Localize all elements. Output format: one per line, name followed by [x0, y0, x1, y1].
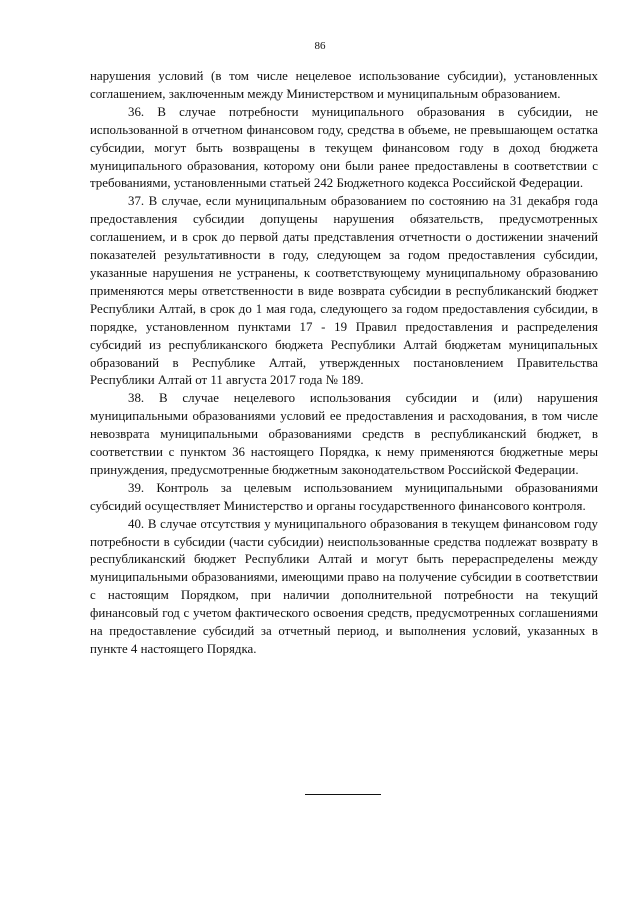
paragraph-38: 38. В случае нецелевого использования субсидии и (или) нарушения муниципальными образованиями условий ее предоставления и расходования, в том числе невозврата муниципальными образованиями средств в республиканский бюджет, в соответствии с пунктом 36 настоящего Порядка, к нему применяются бюджетные меры принуждения, предусмотренные бюджетным законодательством Российской Федерации.	[90, 391, 598, 477]
paragraph-37: 37. В случае, если муниципальным образованием по состоянию на 31 декабря года предоставления субсидии допущены нарушения обязательств, предусмотренных соглашением, и в срок до первой даты представления отчетности о достижении значений показателей результативности в году, следующем за годом предоставления субсидии, указанные нарушения не устранены, к соответствующему муниципальному образованию применяются меры ответственности в виде возврата субсидии в республиканский бюджет Республики Алтай, в срок до 1 мая года, следующего за годом предоставления субсидии, в порядке, установленном пунктами 17 - 19 Правил предоставления и распределения субсидий из республиканского бюджета Республики Алтай бюджетам муниципальных образований в Республике Алтай, утвержденных постановлением Правительства Республики Алтай от 11 августа 2017 года № 189.	[90, 194, 598, 388]
paragraph-36: 36. В случае потребности муниципального образования в субсидии, не использованной в отчетном финансовом году, средства в объеме, не превышающем остатка субсидии, могут быть возвращены в текущем финансовом году в доход бюджета муниципального образования, которому они были ранее предоставлены в соответствии с требованиями, установленными статьей 242 Бюджетного кодекса Российской Федерации.	[90, 104, 598, 191]
end-of-text-rule	[305, 794, 381, 795]
paragraph-continuation: нарушения условий (в том числе нецелевое использование субсидии), установленных соглашением, заключенным между Министерством и муниципальным образованием.	[90, 69, 598, 101]
paragraph-40: 40. В случае отсутствия у муниципального образования в текущем финансовом году потребности в субсидии (части субсидии) неиспользованные средства подлежат возврату в республиканский бюджет Республики Алтай и могут быть перераспределены между муниципальными образованиями, имеющими право на получение субсидии в соответствии с настоящим Порядком, при наличии дополнительной потребности на текущий финансовый год с учетом фактического освоения средств, предусмотренных соглашениями на предоставление субсидий за отчетный период, и выполнения условий, указанных в пункте 4 настоящего Порядка.	[90, 516, 598, 656]
page-number: 86	[314, 40, 326, 52]
paragraph-39: 39. Контроль за целевым использованием муниципальными образованиями субсидий осуществляет Министерство и органы государственного финансового контроля.	[90, 480, 598, 513]
document-body	[90, 68, 598, 659]
